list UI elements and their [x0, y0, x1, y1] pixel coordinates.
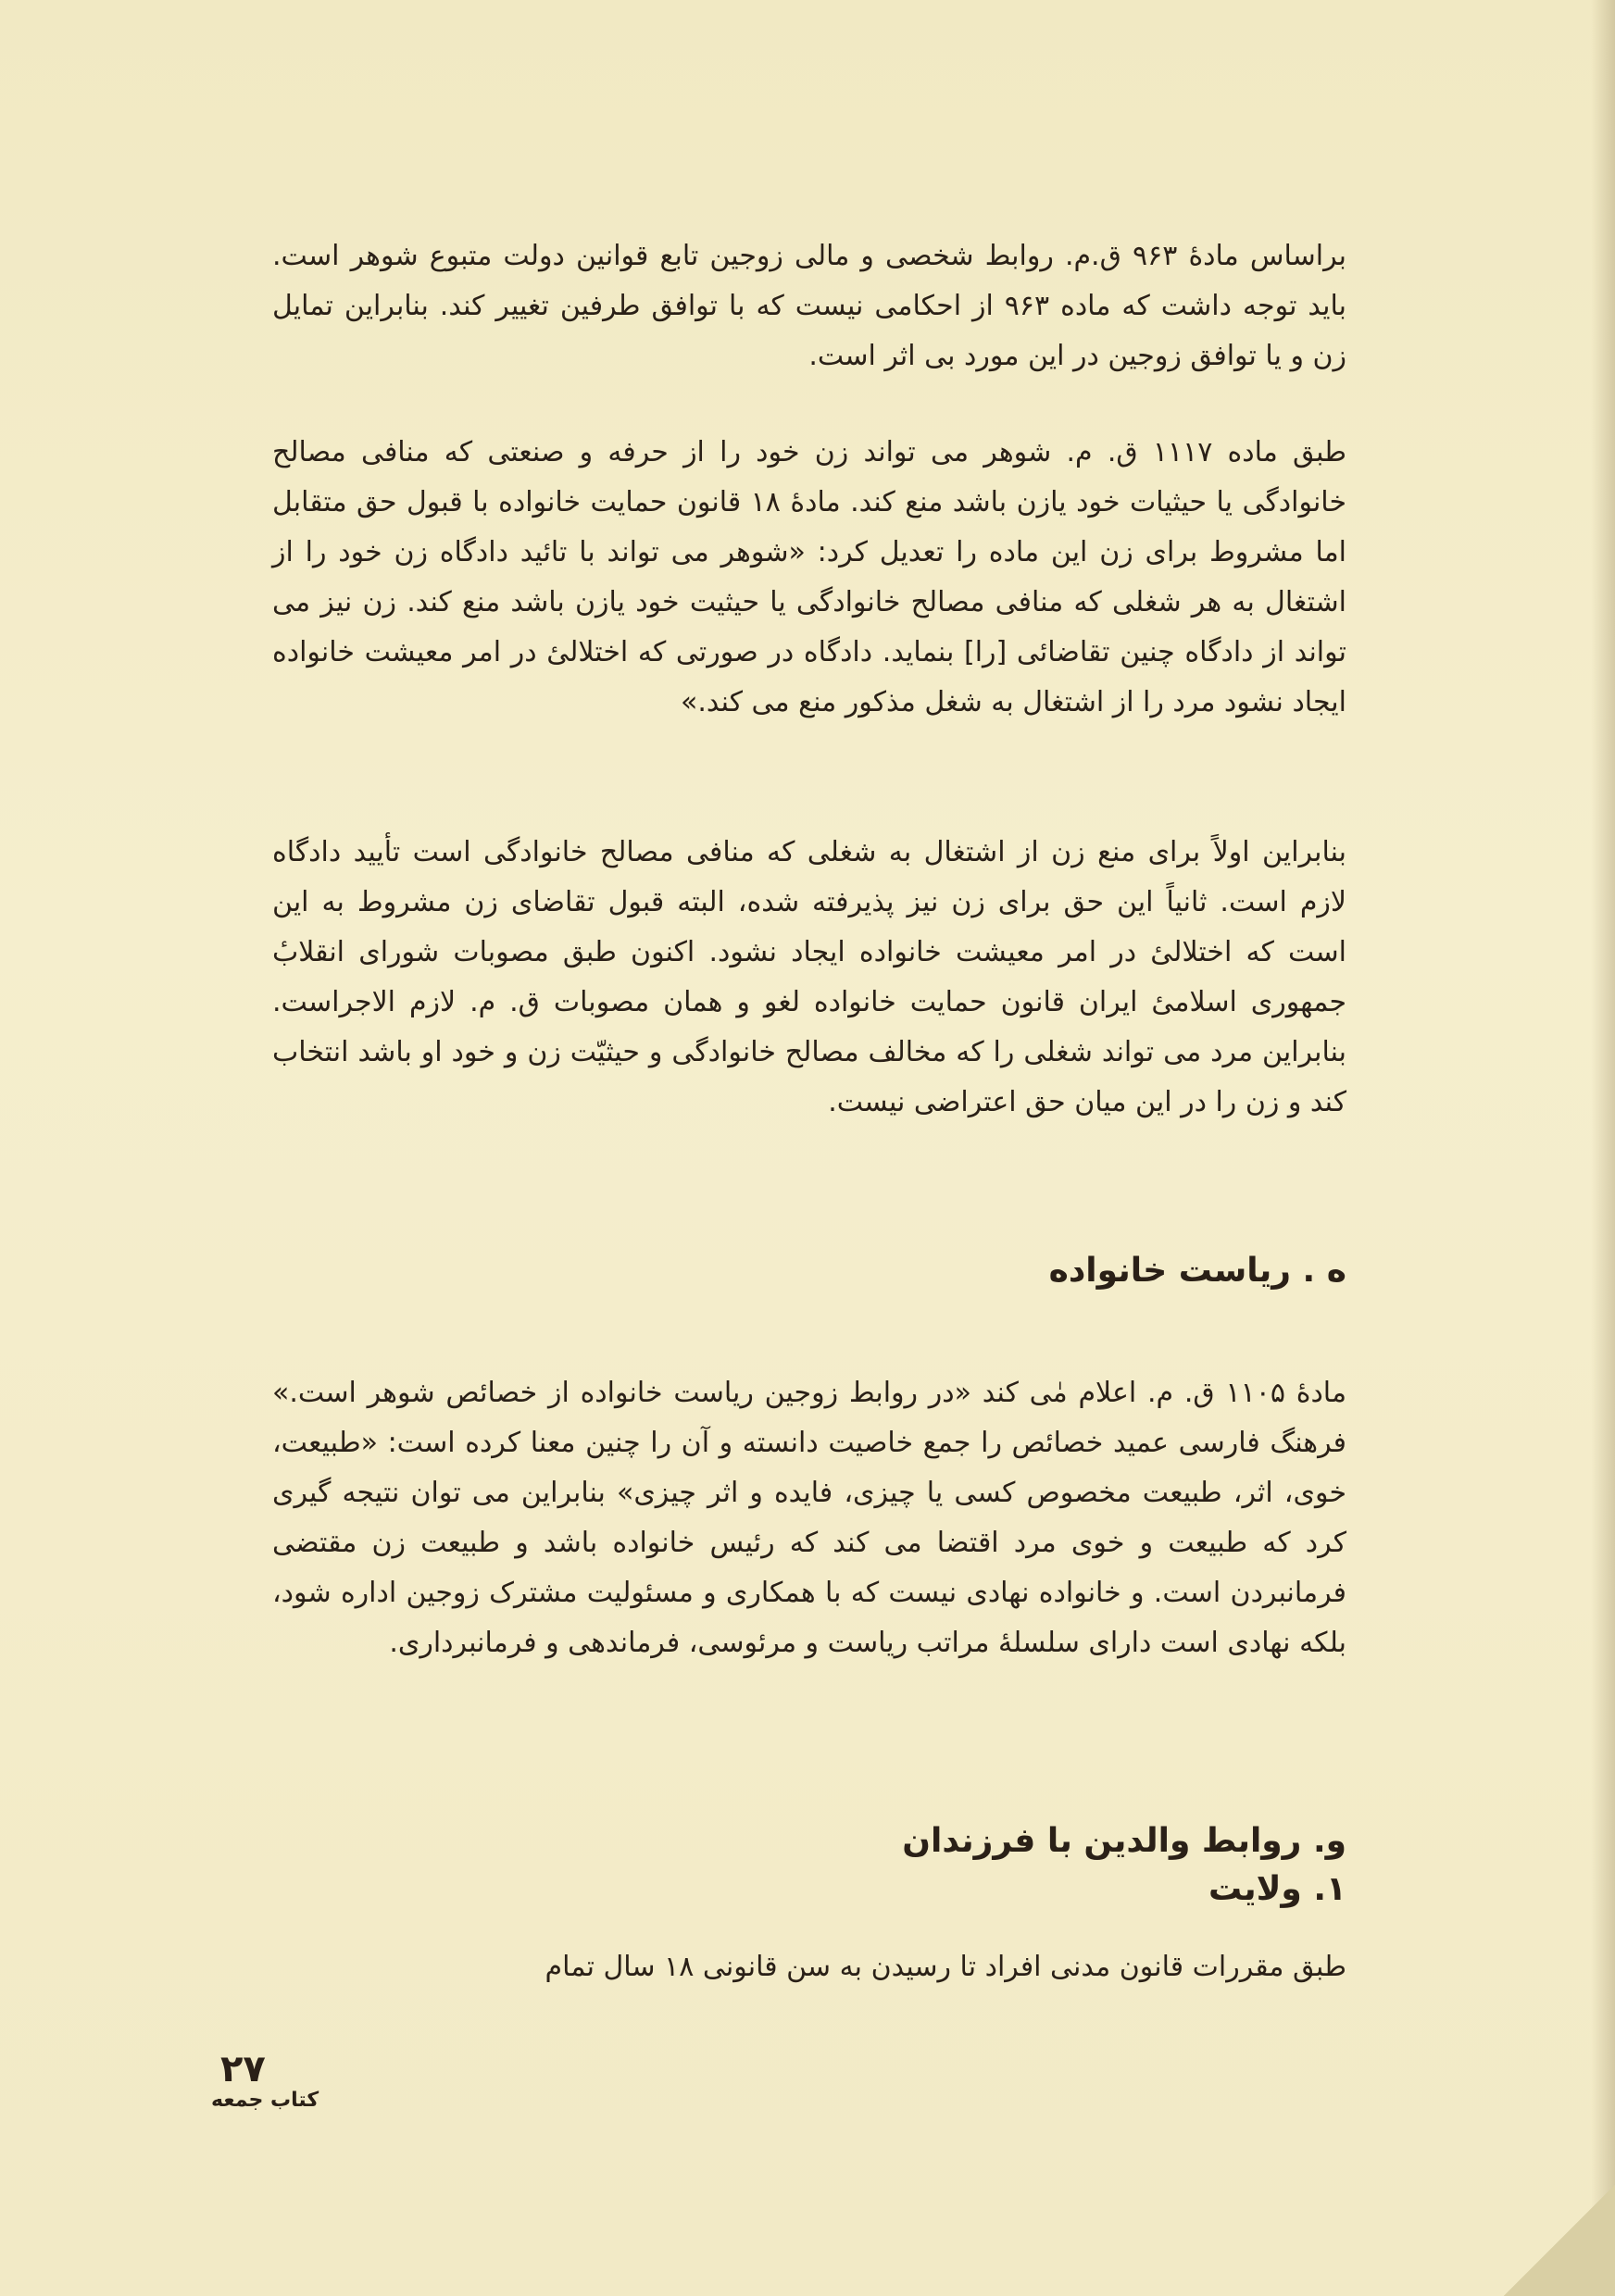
torn-corner [1504, 2185, 1615, 2296]
paragraph-conclusion-employment: بنابراین اولاً برای منع زن از اشتغال به شغلی که منافی مصالح خانوادگی است تأیید دادگاه لازم است. ثانیاً این حق برای زن نیز پذیرفته شده، البته قبول تقاضای زن مشروط به این است که اختلالیٔ در امر معیشت خانواده ایجاد نشود. اکنون طبق مصوبات شورای انقلابٔ جمهوری اسلامیٔ ایران قانون حمایت خانواده لغو و همان مصوبات ق. م. لازم الاجراست. بنابراین مرد می تواند شغلی را که مخالف مصالح خانوادگی و حیثیّت زن و خود او باشد انتخاب کند و زن را در این میان حق اعتراضی نیست. [272, 836, 1346, 1118]
page-edge-shadow [1591, 0, 1615, 2296]
section-heading-family-leadership: ه . ریاست خانواده [1048, 1252, 1346, 1290]
paragraph-article-1105: مادهٔ ۱۱۰۵ ق. م. اعلام مٰی کند «در روابط زوجین ریاست خانواده از خصائص شوهر است.» فرهنگ فارسی عمید خصائص را جمع خاصیت دانسته و آن را چنین معنا کرده است: «طبیعت، خوی، اثر، طبیعت مخصوص کسی یا چیزی، فایده و اثر چیزی» بنابراین می توان نتیجه گیری کرد که طبیعت و خوی مرد اقتضا می کند که رئیس خانواده باشد و طبیعت زن مقتضی فرمانبردن است. و خانواده نهادی نیست که با همکاری و مسئولیت مشترک زوجین اداره شود، بلکه نهادی است دارای سلسلهٔ مراتب ریاست و مرئوسی، فرماندهی و فرمانبرداری. [272, 1377, 1347, 1659]
paragraph-article-963: براساس مادهٔ ۹۶۳ ق.م. روابط شخصی و مالی زوجین تابع قوانین دولت متبوع شوهر است. باید توجه داشت که ماده ۹۶۳ از احکامی نیست که با توافق طرفین تغییر کند. بنابراین تمایل زن و یا توافق زوجین در این مورد بی اثر است. [272, 240, 1346, 372]
page-number: ۲۷ [220, 2048, 266, 2090]
subsection-heading-guardianship: ۱. ولایت [1208, 1870, 1346, 1908]
book-label: کتاب جمعه [211, 2089, 319, 2112]
section-heading-parents-children: و. روابط والدین با فرزندان [902, 1822, 1346, 1860]
paragraph-civil-law-age: طبق مقررات قانون مدنی افراد تا رسیدن به سن قانونی ۱۸ سال تمام [545, 1951, 1346, 1983]
paragraph-article-1117: طبق ماده ۱۱۱۷ ق. م. شوهر می تواند زن خود را از حرفه و صنعتی که منافی مصالح خانوادگی یا حیثیات خود یازن باشد منع کند. مادهٔ ۱۸ قانون حمایت خانواده با قبول حق متقابل اما مشروط برای زن این ماده را تعدیل کرد: «شوهر می تواند با تائید دادگاه زن خود را از اشتغال به هر شغلی که منافی مصالح خانوادگی یا حیثیت خود یازن باشد منع کند. زن نیز می تواند از دادگاه چنین تقاضائی [را] بنماید. دادگاه در صورتی که اختلالیٔ در امر معیشت خانواده ایجاد نشود مرد را از اشتغال به شغل مذکور منع می کند.» [272, 436, 1346, 718]
